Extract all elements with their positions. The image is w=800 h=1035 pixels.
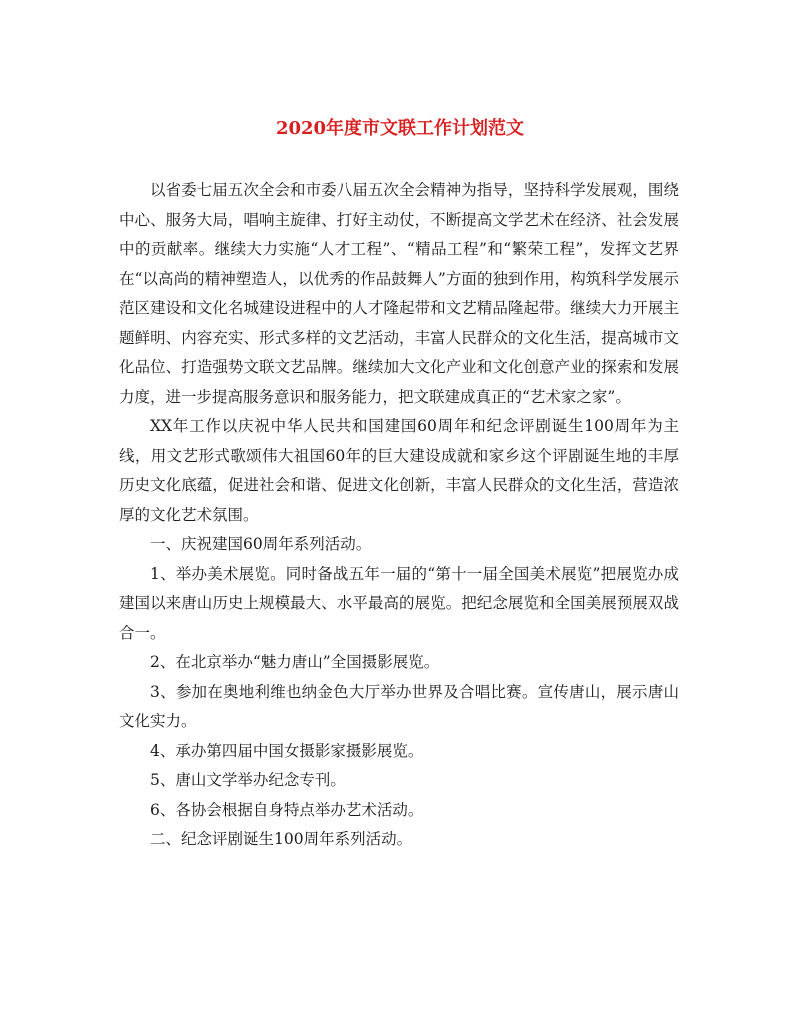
document-title: 2020年度市文联工作计划范文 [275, 118, 525, 139]
list-item-6: 6、各协会根据自身特点举办艺术活动。 [150, 800, 424, 819]
list-item-1: 1、举办美术展览。同时备战五年一届的“第十一届全国美术展览”把展览办成建国以来唐山历史上规模最大、水平最高的展览。把纪念展览和全国美展预展双战合一。 [119, 564, 679, 642]
list-item-4: 4、承办第四届中国女摄影家摄影展览。 [150, 741, 424, 760]
list-item-3: 3、参加在奥地利维也纳金色大厅举办世界及合唱比赛。宣传唐山，展示唐山文化实力。 [119, 682, 679, 730]
paragraph-main-theme: XX年工作以庆祝中华人民共和国建国60周年和纪念评剧诞生100周年为主线，用文艺形式歌颂伟大祖国60年的巨大建设成就和家乡这个评剧诞生地的丰厚历史文化底蕴，促进社会和谐、促进文化创新，丰富人民群众的文化生活，营造浓厚的文化艺术氛围。 [119, 417, 679, 524]
section-heading-1: 一、庆祝建国60周年系列活动。 [150, 535, 372, 553]
list-item-2: 2、在北京举办“魅力唐山”全国摄影展览。 [150, 653, 440, 671]
list-item-5: 5、唐山文学举办纪念专刊。 [150, 771, 346, 789]
paragraph-intro: 以省委七届五次全会和市委八届五次全会精神为指导，坚持科学发展观，围绕中心、服务大局，唱响主旋律、打好主动仗，不断提高文学艺术在经济、社会发展中的贡献率。继续大力实施“人才工程”、“精品工程”和“繁荣工程”，发挥文艺界在“以高尚的精神塑造人，以优秀的作品鼓舞人”方面的独到作用，构筑科学发展示范区建设和文化名城建设进程中的人才隆起带和文艺精品隆起带。继续大力开展主题鲜明、内容充实、形式多样的文艺活动，丰富人民群众的文化生活，提高城市文化品位、打造强势文联文艺品牌。继续加大文化产业和文化创意产业的探索和发展力度，进一步提高服务意识和服务能力，把文联建成真正的“艺术家之家”。 [119, 181, 679, 406]
document-body [119, 176, 679, 855]
section-heading-2: 二、纪念评剧诞生100周年系列活动。 [150, 830, 413, 848]
